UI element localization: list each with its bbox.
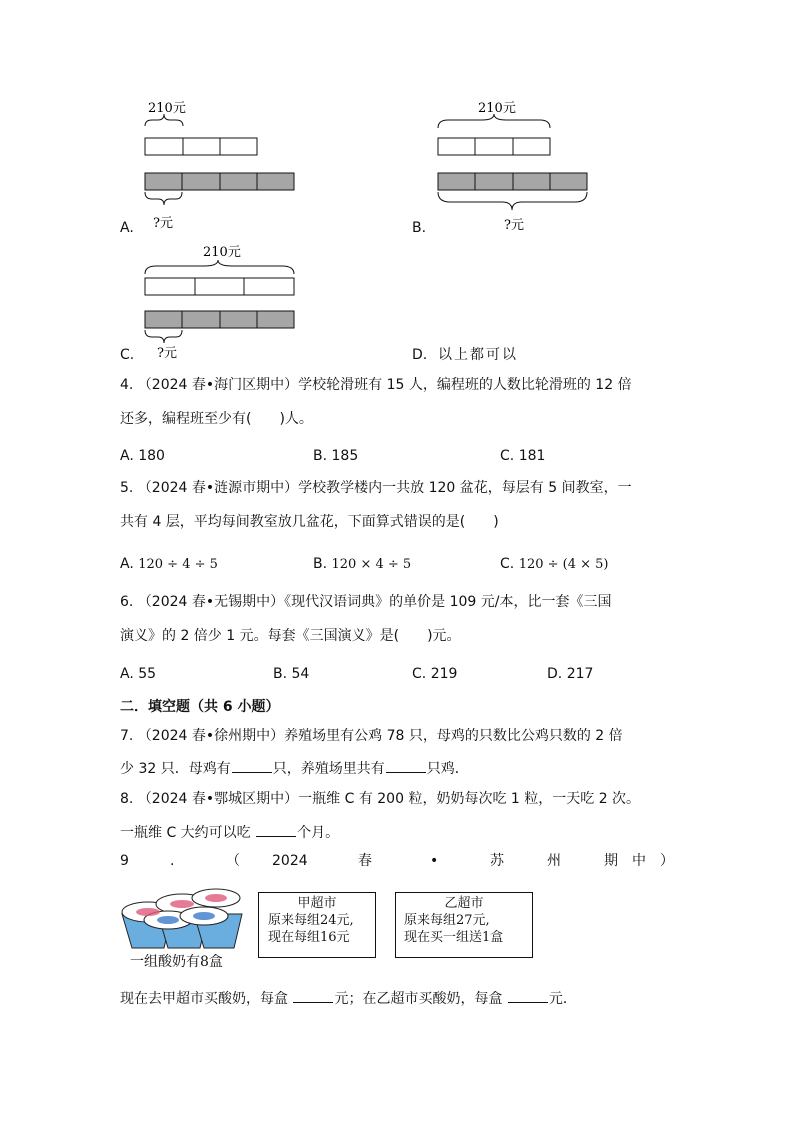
q9-answer-line — [120, 988, 577, 1008]
q7-line2-b: 只，养殖场里共有 — [272, 761, 385, 777]
yogurt-cups — [122, 889, 242, 948]
market-a-title: 甲超市 — [297, 896, 337, 911]
option-b-letter: B. — [412, 220, 427, 236]
q6-line2: 演义》的 2 倍少 1 元。每套《三国演义》是( )元。 — [120, 628, 461, 644]
q9-source-zhou: 州 — [547, 853, 561, 869]
q4-option-a — [120, 447, 165, 465]
diagram-option-c — [140, 238, 300, 363]
q9-source-close: ） — [660, 853, 674, 869]
q5-option-a — [120, 555, 218, 574]
q7-line2-a: 少 32 只．母鸡有 — [120, 761, 231, 777]
diagram-b-bottom-brace — [438, 192, 587, 210]
q7-line2 — [120, 758, 469, 778]
q9-answer-c: 元． — [548, 991, 577, 1007]
diagram-c-bottom-label: ?元 — [157, 346, 177, 361]
option-d-text: 以上都可以 — [438, 347, 518, 363]
option-a-letter: A. — [120, 220, 134, 236]
q4-option-c — [500, 447, 545, 465]
q8-blank-months[interactable] — [256, 822, 296, 837]
diagram-a-bottom-brace — [145, 192, 182, 205]
diagram-c-top-label: 210元 — [203, 245, 241, 260]
q4-option-b — [313, 447, 358, 465]
q5-option-c — [500, 555, 609, 574]
q4-line1: 4. （2024 春•海门区期中）学校轮滑班有 15 人，编程班的人数比轮滑班的 12 倍 — [120, 377, 632, 393]
market-b-line2: 现在买一组送1盒 — [404, 930, 504, 945]
diagram-c-bottom-brace — [145, 330, 182, 343]
q6-option-a-value: 55 — [138, 666, 157, 682]
q6-option-a — [120, 665, 156, 683]
q9-source-su: 苏 — [490, 853, 504, 869]
q9-answer-a: 现在去甲超市买酸奶，每盒 — [120, 991, 293, 1007]
yogurt-caption: 一组酸奶有8盒 — [130, 954, 223, 970]
q6-option-b-letter: B. — [273, 666, 288, 682]
diagram-b-top-label: 210元 — [478, 101, 516, 116]
diagram-c-top-bar — [145, 278, 294, 295]
diagram-b-top-bar — [438, 138, 550, 155]
q9-source-zhong: 中 — [632, 853, 646, 869]
q7-blank-hens[interactable] — [232, 758, 272, 773]
q9-dot: . — [170, 853, 175, 869]
q4-option-a-letter: A. — [120, 448, 134, 464]
q5-option-a-letter: A. — [120, 556, 134, 572]
q9-blank-market-a[interactable] — [293, 988, 333, 1003]
q4-line2: 还多，编程班至少有( )人。 — [120, 411, 313, 427]
q5-option-b — [313, 555, 411, 574]
market-a-line1: 原来每组24元, — [268, 913, 354, 928]
market-b-title: 乙超市 — [444, 896, 484, 911]
yogurt-pack-illustration — [118, 880, 248, 952]
q8-line2-b: 个月。 — [297, 825, 340, 841]
q6-option-c — [412, 665, 457, 683]
market-b-box — [395, 892, 533, 958]
q6-line1: 6. （2024 春•无锡期中）《现代汉语词典》的单价是 109 元/本，比一套《三国 — [120, 594, 612, 610]
q8-line2-a: 一瓶维 C 大约可以吃 — [120, 825, 256, 841]
q6-option-c-letter: C. — [412, 666, 427, 682]
q6-option-c-value: 219 — [430, 666, 458, 682]
q5-option-c-letter: C. — [500, 556, 515, 572]
q4-option-c-value: 181 — [518, 448, 546, 464]
diagram-c-top-brace — [145, 260, 294, 274]
q9-source-year: 2024 — [272, 853, 308, 869]
q9-number: 9 — [120, 853, 129, 869]
market-b-line1: 原来每组27元, — [404, 913, 490, 928]
q4-option-a-value: 180 — [138, 448, 165, 464]
q6-option-a-letter: A. — [120, 666, 134, 682]
q9-source-term: 春 — [358, 853, 372, 869]
option-c-letter: C. — [120, 347, 135, 363]
q6-option-d-letter: D. — [547, 666, 563, 682]
q7-blank-total[interactable] — [386, 758, 426, 773]
q5-option-a-value: 120 ÷ 4 ÷ 5 — [138, 557, 218, 572]
diagram-b-top-brace — [438, 114, 550, 128]
diagram-option-b — [432, 96, 602, 236]
option-d-letter: D. — [412, 347, 428, 363]
market-a-line2: 现在每组16元 — [268, 930, 350, 945]
q5-option-b-letter: B. — [313, 556, 328, 572]
diagram-b-bottom-label: ?元 — [504, 218, 524, 233]
q7-line1: 7. （2024 春•徐州期中）养殖场里有公鸡 78 只，母鸡的只数比公鸡只数的 2 倍 — [120, 728, 623, 744]
q5-line1: 5. （2024 春•涟源市期中）学校教学楼内一共放 120 盆花，每层有 5 间教室，一 — [120, 480, 632, 496]
q9-source-bullet: • — [430, 853, 439, 869]
q9-source-open: （ — [226, 853, 240, 869]
q4-option-b-value: 185 — [331, 448, 359, 464]
q8-line2 — [120, 822, 339, 842]
q8-line1: 8. （2024 春•鄂城区期中）一瓶维 C 有 200 粒，奶奶每次吃 1 粒，一天吃 2 次。 — [120, 791, 641, 807]
diagram-a-bottom-label: ?元 — [153, 216, 173, 231]
section-title: 二．填空题（共 6 小题） — [120, 699, 280, 715]
market-a-box — [258, 892, 376, 958]
diagram-a-top-label: 210元 — [148, 101, 186, 116]
q5-option-c-value: 120 ÷ (4 × 5) — [518, 557, 609, 572]
q9-source-qi: 期 — [604, 853, 618, 869]
q6-option-d-value: 217 — [566, 666, 594, 682]
q4-option-b-letter: B. — [313, 448, 328, 464]
q9-blank-market-b[interactable] — [508, 988, 548, 1003]
q9-answer-b: 元；在乙超市买酸奶，每盒 — [334, 991, 507, 1007]
q7-line2-c: 只鸡． — [426, 761, 469, 777]
q6-option-d — [547, 665, 593, 683]
q5-line2: 共有 4 层，平均每间教室放几盆花，下面算式错误的是( ) — [120, 514, 499, 530]
diagram-a-top-bar — [145, 138, 257, 155]
q4-option-c-letter: C. — [500, 448, 515, 464]
q6-option-b-value: 54 — [291, 666, 310, 682]
q5-option-b-value: 120 × 4 ÷ 5 — [331, 557, 412, 572]
q6-option-b — [273, 665, 309, 683]
diagram-option-a — [140, 96, 300, 236]
